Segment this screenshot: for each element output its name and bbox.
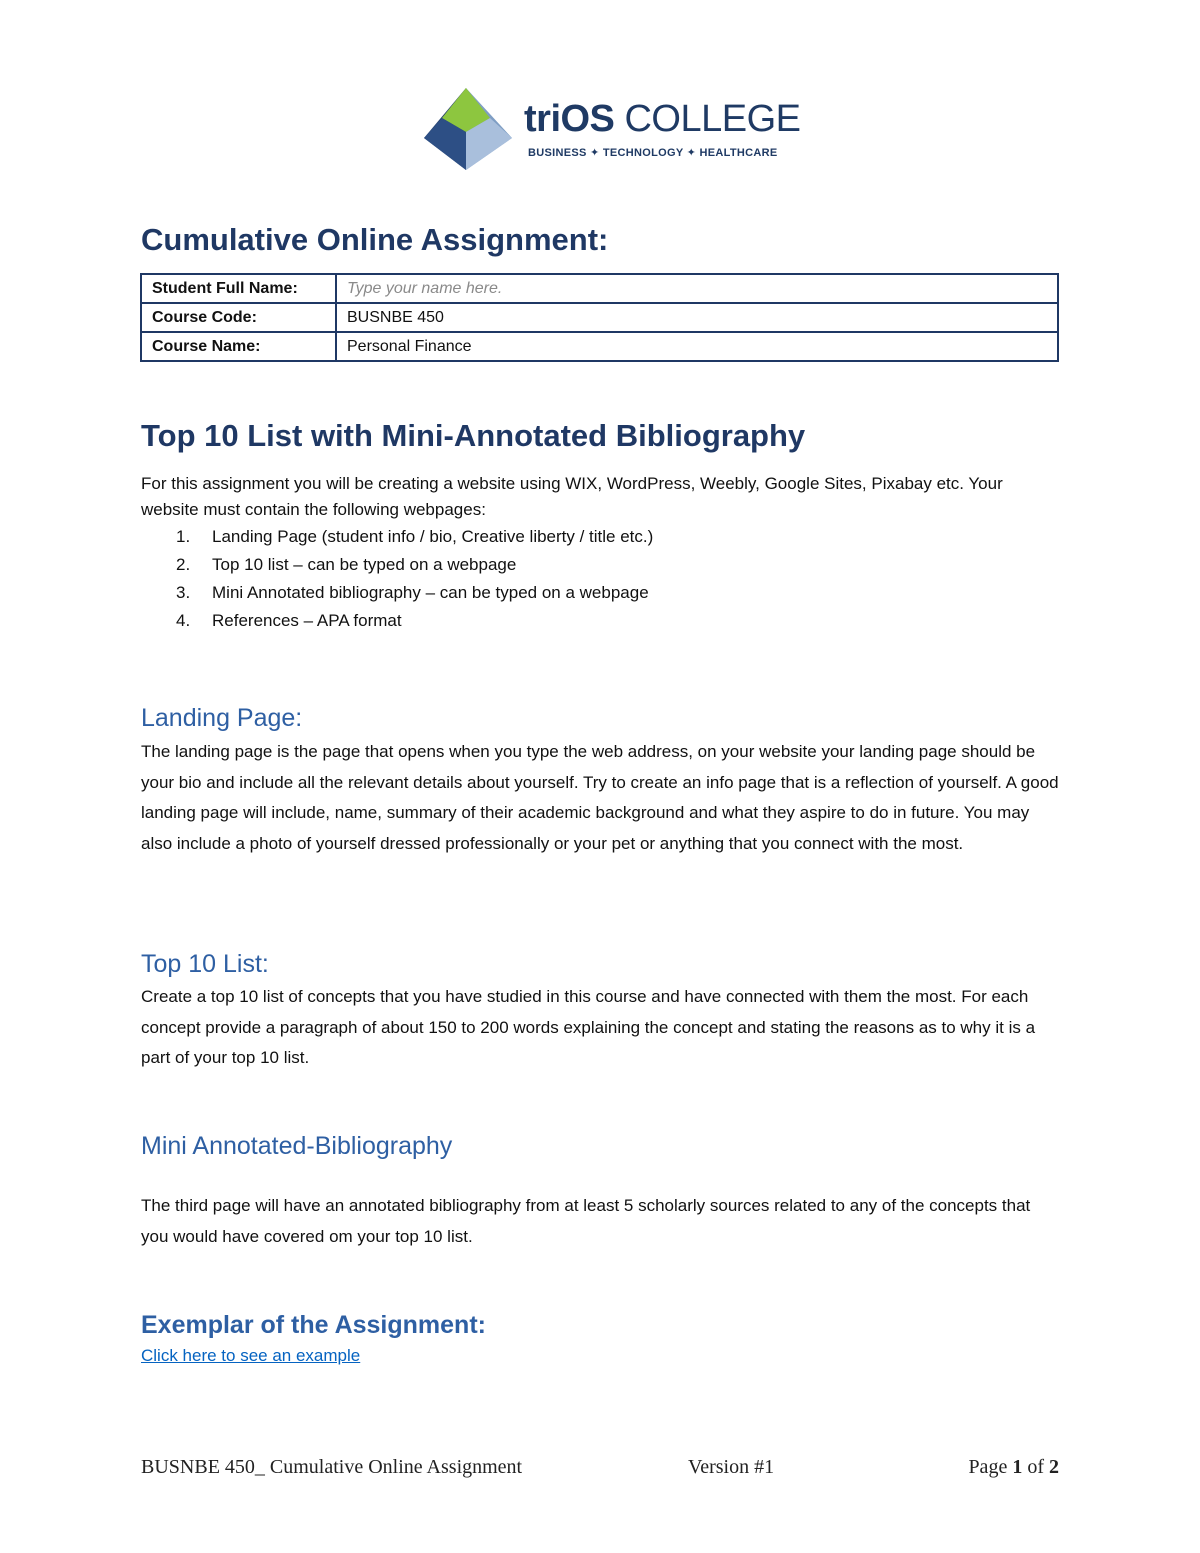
table-row bbox=[141, 303, 1058, 332]
mini-bibliography-paragraph: The third page will have an annotated bibliography from at least 5 scholarly sources related to any of the concepts that you would have covered om your top 10 list. bbox=[141, 1196, 1031, 1246]
list-item: 2. Top 10 list – can be typed on a webpage bbox=[176, 555, 517, 574]
student-name-field[interactable]: Type your name here. bbox=[336, 274, 1058, 303]
list-item: 1. Landing Page (student info / bio, Creative liberty / title etc.) bbox=[176, 527, 654, 546]
college-logo bbox=[418, 86, 801, 176]
logo-wordmark: triOS COLLEGE bbox=[524, 98, 801, 140]
footer-version: Version #1 bbox=[688, 1456, 775, 1478]
assignment-heading: Top 10 List with Mini-Annotated Bibliography bbox=[141, 418, 806, 453]
student-info-table bbox=[140, 273, 1059, 362]
page-title: Cumulative Online Assignment: bbox=[141, 222, 609, 257]
landing-page-heading: Landing Page: bbox=[141, 704, 303, 732]
course-name-value: Personal Finance bbox=[336, 332, 1058, 361]
mini-bibliography-heading: Mini Annotated-Bibliography bbox=[141, 1132, 453, 1160]
table-row bbox=[141, 332, 1058, 361]
intro-paragraph: For this assignment you will be creating a website using WIX, WordPress, Weebly, Google Sites, Pixabay etc. Your website must contain the following webpages: bbox=[141, 474, 1003, 519]
footer-document-title: BUSNBE 450_ Cumulative Online Assignment bbox=[141, 1456, 523, 1478]
table-row bbox=[141, 274, 1058, 303]
course-name-label: Course Name: bbox=[141, 332, 336, 361]
example-link[interactable]: Click here to see an example bbox=[141, 1346, 361, 1365]
exemplar-heading: Exemplar of the Assignment: bbox=[141, 1311, 486, 1339]
top10-paragraph: Create a top 10 list of concepts that you have studied in this course and have connected with them the most. For each concept provide a paragraph of about 150 to 200 words explaining the concept and stating the reasons as to why it is a part of your top 10 list. bbox=[141, 987, 1036, 1067]
footer-page-number: Page 1 of 2 bbox=[968, 1456, 1059, 1478]
logo-tagline: BUSINESS ✦ TECHNOLOGY ✦ HEALTHCARE bbox=[528, 147, 778, 159]
course-code-label: Course Code: bbox=[141, 303, 336, 332]
student-name-label: Student Full Name: bbox=[141, 274, 336, 303]
list-item: 3. Mini Annotated bibliography – can be typed on a webpage bbox=[176, 583, 649, 602]
top10-heading: Top 10 List: bbox=[141, 950, 269, 978]
landing-page-paragraph: The landing page is the page that opens when you type the web address, on your website your landing page should be your bio and include all the relevant details about yourself. Try to create an info page that is a reflection of yourself. A good landing page will include, name, summary of their academic background and what they aspire to do in future. You may also include a photo of yourself dressed professionally or your pet or anything that you connect with the most. bbox=[141, 742, 1059, 853]
pyramid-logo-icon bbox=[418, 86, 518, 174]
course-code-value: BUSNBE 450 bbox=[336, 303, 1058, 332]
list-item: 4. References – APA format bbox=[176, 611, 402, 630]
requirements-list bbox=[141, 523, 1041, 635]
